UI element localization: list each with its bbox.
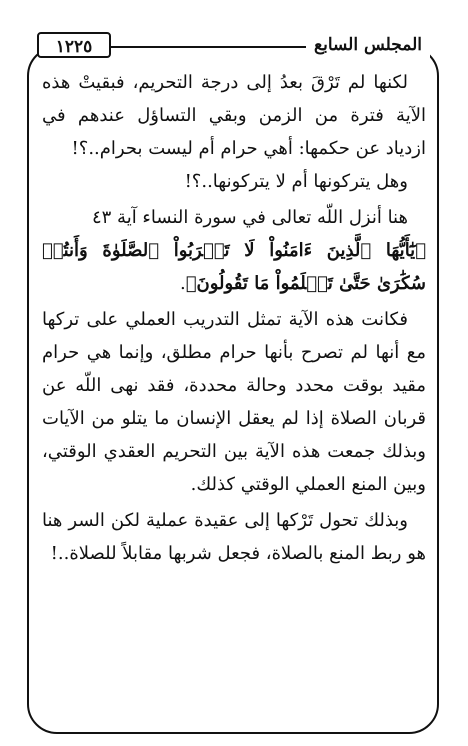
quran-verse: ﴿يَٰٓأَيُّهَا ٱلَّذِينَ ءَامَنُواْ لَا تَقۡرَبُواْ ٱلصَّلَوٰةَ وَأَنتُمۡ سُكَٰرَىٰ حَتَّىٰ تَعۡلَمُواْ مَا تَقُولُونَ﴾ bbox=[42, 240, 426, 294]
paragraph-3: هنا أنزل اللّه تعالى في سورة النساء آية ٤٣ bbox=[91, 207, 408, 228]
running-title: المجلس السابع bbox=[306, 28, 430, 62]
body-text bbox=[42, 66, 426, 570]
page-header bbox=[37, 28, 440, 62]
paragraph-5: وبذلك تحول تَرْكها إلى عقيدة عملية لكن السر هنا هو ربط المنع بالصلاة، فجعل شربها مقابلاً للصلاة..! bbox=[42, 510, 426, 564]
paragraph-1: لكنها لم تَرْقَ بعدُ إلى درجة التحريم، فبقيتْ هذه الآية فترة من الزمن وبقي التساؤل عندهم في ازدياد عن حكمها: أهي حرام أم ليست بحرام..؟! bbox=[42, 72, 426, 159]
verse-end-mark: . bbox=[179, 273, 186, 294]
page-number: ١٢٢٥ bbox=[37, 32, 111, 58]
quran-verse-block bbox=[42, 234, 426, 300]
paragraph-2: وهل يتركونها أم لا يتركونها..؟! bbox=[184, 171, 408, 192]
paragraph-4: فكانت هذه الآية تمثل التدريب العملي على تركها مع أنها لم تصرح بأنها حرام مطلق، وإنما هي حرام مقيد بوقت محدد وحالة محددة، فقد نهى اللّه عن قربان الصلاة إذا لم يعقل الإنسان ما يتلو من الآيات وبذلك جمعت هذه الآية بين التحريم العقدي الوقتي، وبين المنع العملي الوقتي كذلك. bbox=[42, 309, 426, 495]
